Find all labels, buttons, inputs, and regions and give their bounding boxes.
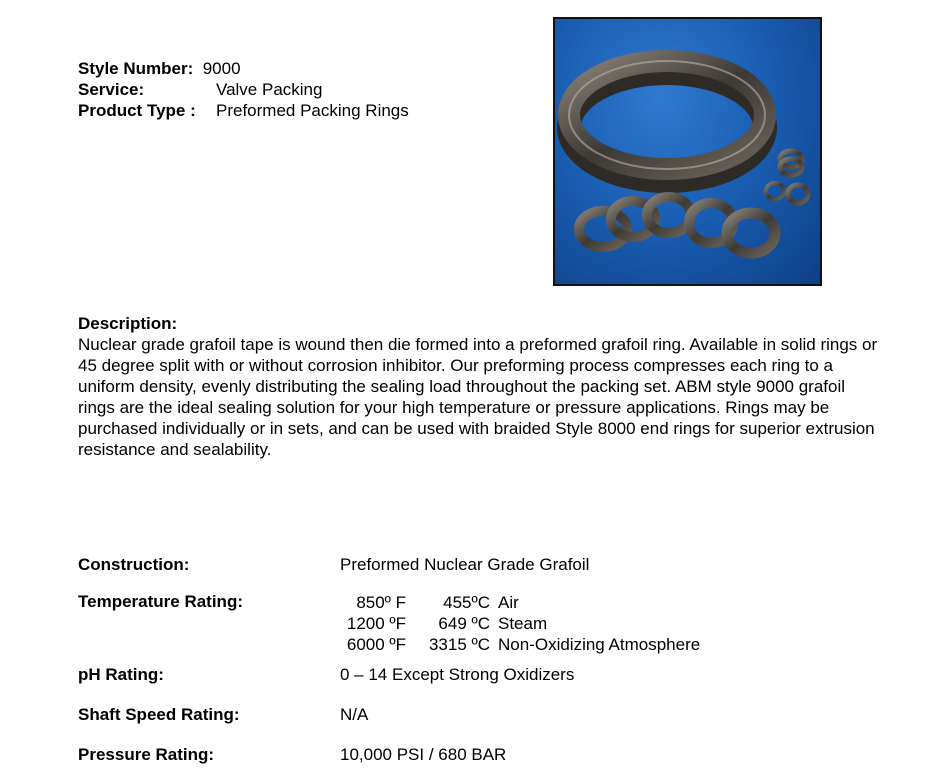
product-type-value: Preformed Packing Rings bbox=[216, 101, 409, 120]
construction-label: Construction: bbox=[78, 555, 190, 574]
pressure-label: Pressure Rating: bbox=[78, 745, 215, 764]
service-value: Valve Packing bbox=[216, 80, 323, 99]
ph-label: pH Rating: bbox=[78, 665, 164, 684]
temperature-table bbox=[340, 592, 700, 655]
temp-fahrenheit: 850º F bbox=[356, 593, 406, 612]
pressure-value: 10,000 PSI / 680 BAR bbox=[340, 745, 507, 764]
temperature-row bbox=[340, 634, 700, 655]
temperature-label: Temperature Rating: bbox=[78, 592, 243, 611]
description-text: Nuclear grade grafoil tape is wound then die formed into a preformed grafoil ring. Available in solid rings or 45 degree split with or without corrosion inhibitor. Our preforming process compresses each ring to a uniform density, evenly distributing the sealing load throughout the packing set. ABM style 9000 grafoil rings are the ideal sealing solution for your high temperature or pressure applications. Rings may be purchased individually or in sets, and can be used with braided Style 8000 end rings for superior extrusion resistance and sealability. bbox=[78, 335, 878, 459]
temp-fahrenheit: 6000 ºF bbox=[346, 635, 406, 654]
construction-value: Preformed Nuclear Grade Grafoil bbox=[340, 555, 590, 574]
product-header bbox=[78, 58, 409, 121]
style-number-label: Style Number: bbox=[78, 59, 194, 78]
description-title: Description: bbox=[78, 314, 178, 333]
temp-celsius: 3315 ºC bbox=[428, 635, 490, 654]
style-number-row bbox=[78, 58, 409, 79]
ph-value: 0 – 14 Except Strong Oxidizers bbox=[340, 665, 575, 684]
temp-medium: Steam bbox=[498, 614, 548, 633]
temperature-row bbox=[340, 613, 700, 634]
shaft-speed-label: Shaft Speed Rating: bbox=[78, 705, 240, 724]
service-label: Service: bbox=[78, 80, 145, 99]
temp-celsius: 649 ºC bbox=[438, 614, 490, 633]
temp-medium: Non-Oxidizing Atmosphere bbox=[498, 635, 701, 654]
temp-medium: Air bbox=[498, 593, 519, 612]
temperature-row bbox=[340, 592, 700, 613]
description-section bbox=[78, 313, 878, 460]
packing-rings-photo-icon bbox=[555, 19, 820, 284]
service-row bbox=[78, 79, 409, 100]
style-number-value: 9000 bbox=[202, 59, 241, 78]
temp-celsius: 455ºC bbox=[443, 593, 490, 612]
product-type-row bbox=[78, 100, 409, 121]
product-photo bbox=[553, 17, 822, 286]
product-type-label: Product Type : bbox=[78, 101, 196, 120]
shaft-speed-value: N/A bbox=[340, 705, 369, 724]
temp-fahrenheit: 1200 ºF bbox=[346, 614, 406, 633]
